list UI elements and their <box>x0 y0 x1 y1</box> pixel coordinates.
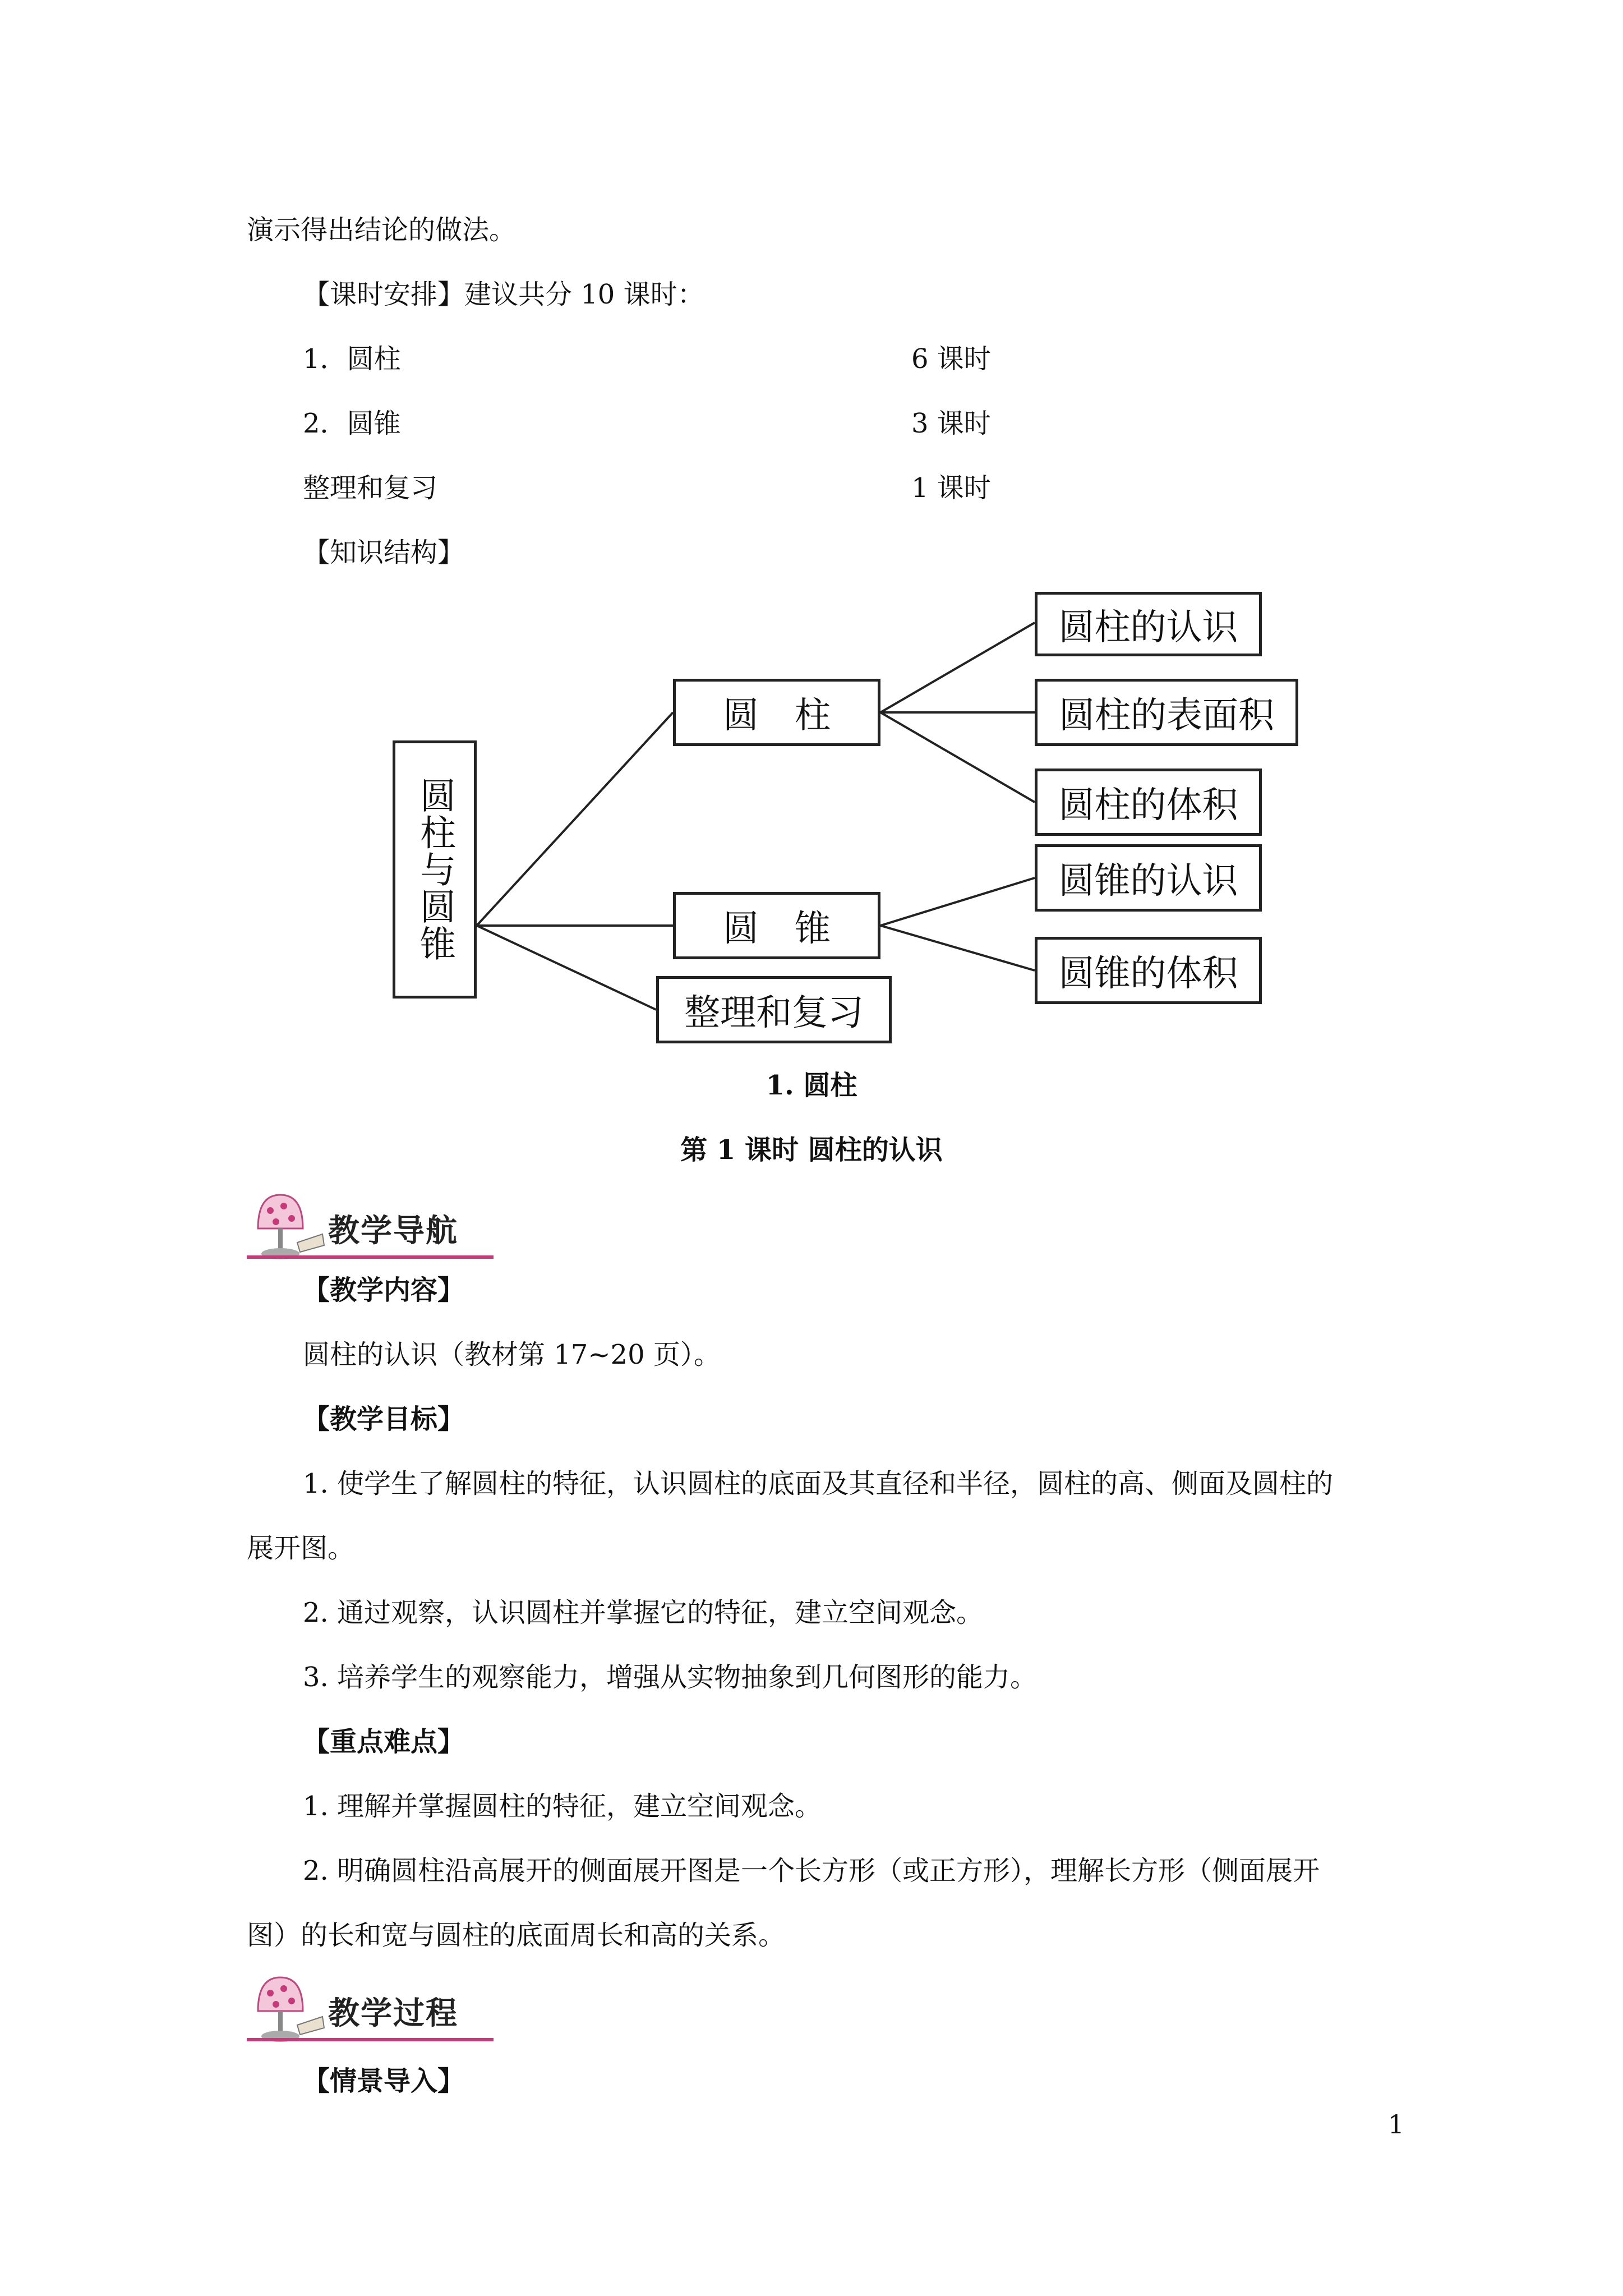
node-cone-volume: 圆锥的体积 <box>1035 937 1262 1004</box>
banner-underline <box>247 1255 494 1259</box>
structure-heading: 【知识结构】 <box>303 537 465 568</box>
schedule-row-1-hours: 6 课时 <box>911 343 991 375</box>
schedule-row-1-name: 1．圆柱 <box>303 343 401 375</box>
difficulty-heading: 【重点难点】 <box>303 1726 465 1757</box>
difficulty-2-line-2: 图）的长和宽与圆柱的底面周长和高的关系。 <box>247 1920 786 1951</box>
schedule-row-2-hours: 3 课时 <box>911 408 991 439</box>
schedule-heading: 【课时安排】建议共分 10 课时： <box>303 279 704 310</box>
scene-heading: 【情景导入】 <box>303 2065 465 2097</box>
goals-heading: 【教学目标】 <box>303 1404 465 1435</box>
teaching-process-banner <box>247 1972 494 2050</box>
connector-cone-recognition <box>880 878 1035 926</box>
banner-label: 教学过程 <box>328 1995 458 2032</box>
banner-label: 教学导航 <box>328 1213 458 1249</box>
difficulty-1: 1. 理解并掌握圆柱的特征，建立空间观念。 <box>303 1791 822 1822</box>
schedule-row-3-hours: 1 课时 <box>911 472 991 504</box>
goal-1-line-2: 展开图。 <box>247 1533 355 1564</box>
content-heading: 【教学内容】 <box>303 1274 465 1306</box>
node-cylinder-recognition: 圆柱的认识 <box>1035 592 1262 656</box>
node-cylinder-volume: 圆柱的体积 <box>1035 769 1262 836</box>
section-title: 1. 圆柱 <box>766 1070 857 1101</box>
connector-root-cylinder <box>477 712 673 926</box>
goal-2: 2. 通过观察，认识圆柱并掌握它的特征，建立空间观念。 <box>303 1597 984 1628</box>
node-cylinder: 圆 柱 <box>673 679 880 746</box>
intro-line: 演示得出结论的做法。 <box>247 214 517 246</box>
node-cone-recognition: 圆锥的认识 <box>1035 844 1262 912</box>
node-root: 圆柱与圆锥 <box>393 740 477 999</box>
connector-cylinder-volume <box>880 712 1035 802</box>
content-text: 圆柱的认识（教材第 17~20 页）。 <box>303 1339 721 1370</box>
banner-underline <box>247 2038 494 2041</box>
difficulty-2-line-1: 2. 明确圆柱沿高展开的侧面展开图是一个长方形（或正方形），理解长方形（侧面展开 <box>303 1855 1320 1887</box>
node-review: 整理和复习 <box>656 976 892 1043</box>
lesson-title: 第 1 课时 圆柱的认识 <box>680 1134 943 1166</box>
schedule-row-3-name: 整理和复习 <box>303 472 438 504</box>
teaching-navigation-banner <box>247 1189 494 1268</box>
connector-root-review <box>477 926 656 1010</box>
knowledge-structure-diagram <box>387 583 1312 1055</box>
connector-cone-volume <box>880 926 1035 970</box>
page-number: 1 <box>1387 2109 1404 2139</box>
node-cone: 圆 锥 <box>673 892 880 959</box>
goal-3: 3. 培养学生的观察能力，增强从实物抽象到几何图形的能力。 <box>303 1662 1038 1693</box>
node-cylinder-surface-area: 圆柱的表面积 <box>1035 679 1298 746</box>
schedule-row-2-name: 2．圆锥 <box>303 408 401 439</box>
goal-1-line-1: 1. 使学生了解圆柱的特征，认识圆柱的底面及其直径和半径，圆柱的高、侧面及圆柱的 <box>303 1468 1334 1499</box>
connector-cylinder-recognition <box>880 623 1035 712</box>
